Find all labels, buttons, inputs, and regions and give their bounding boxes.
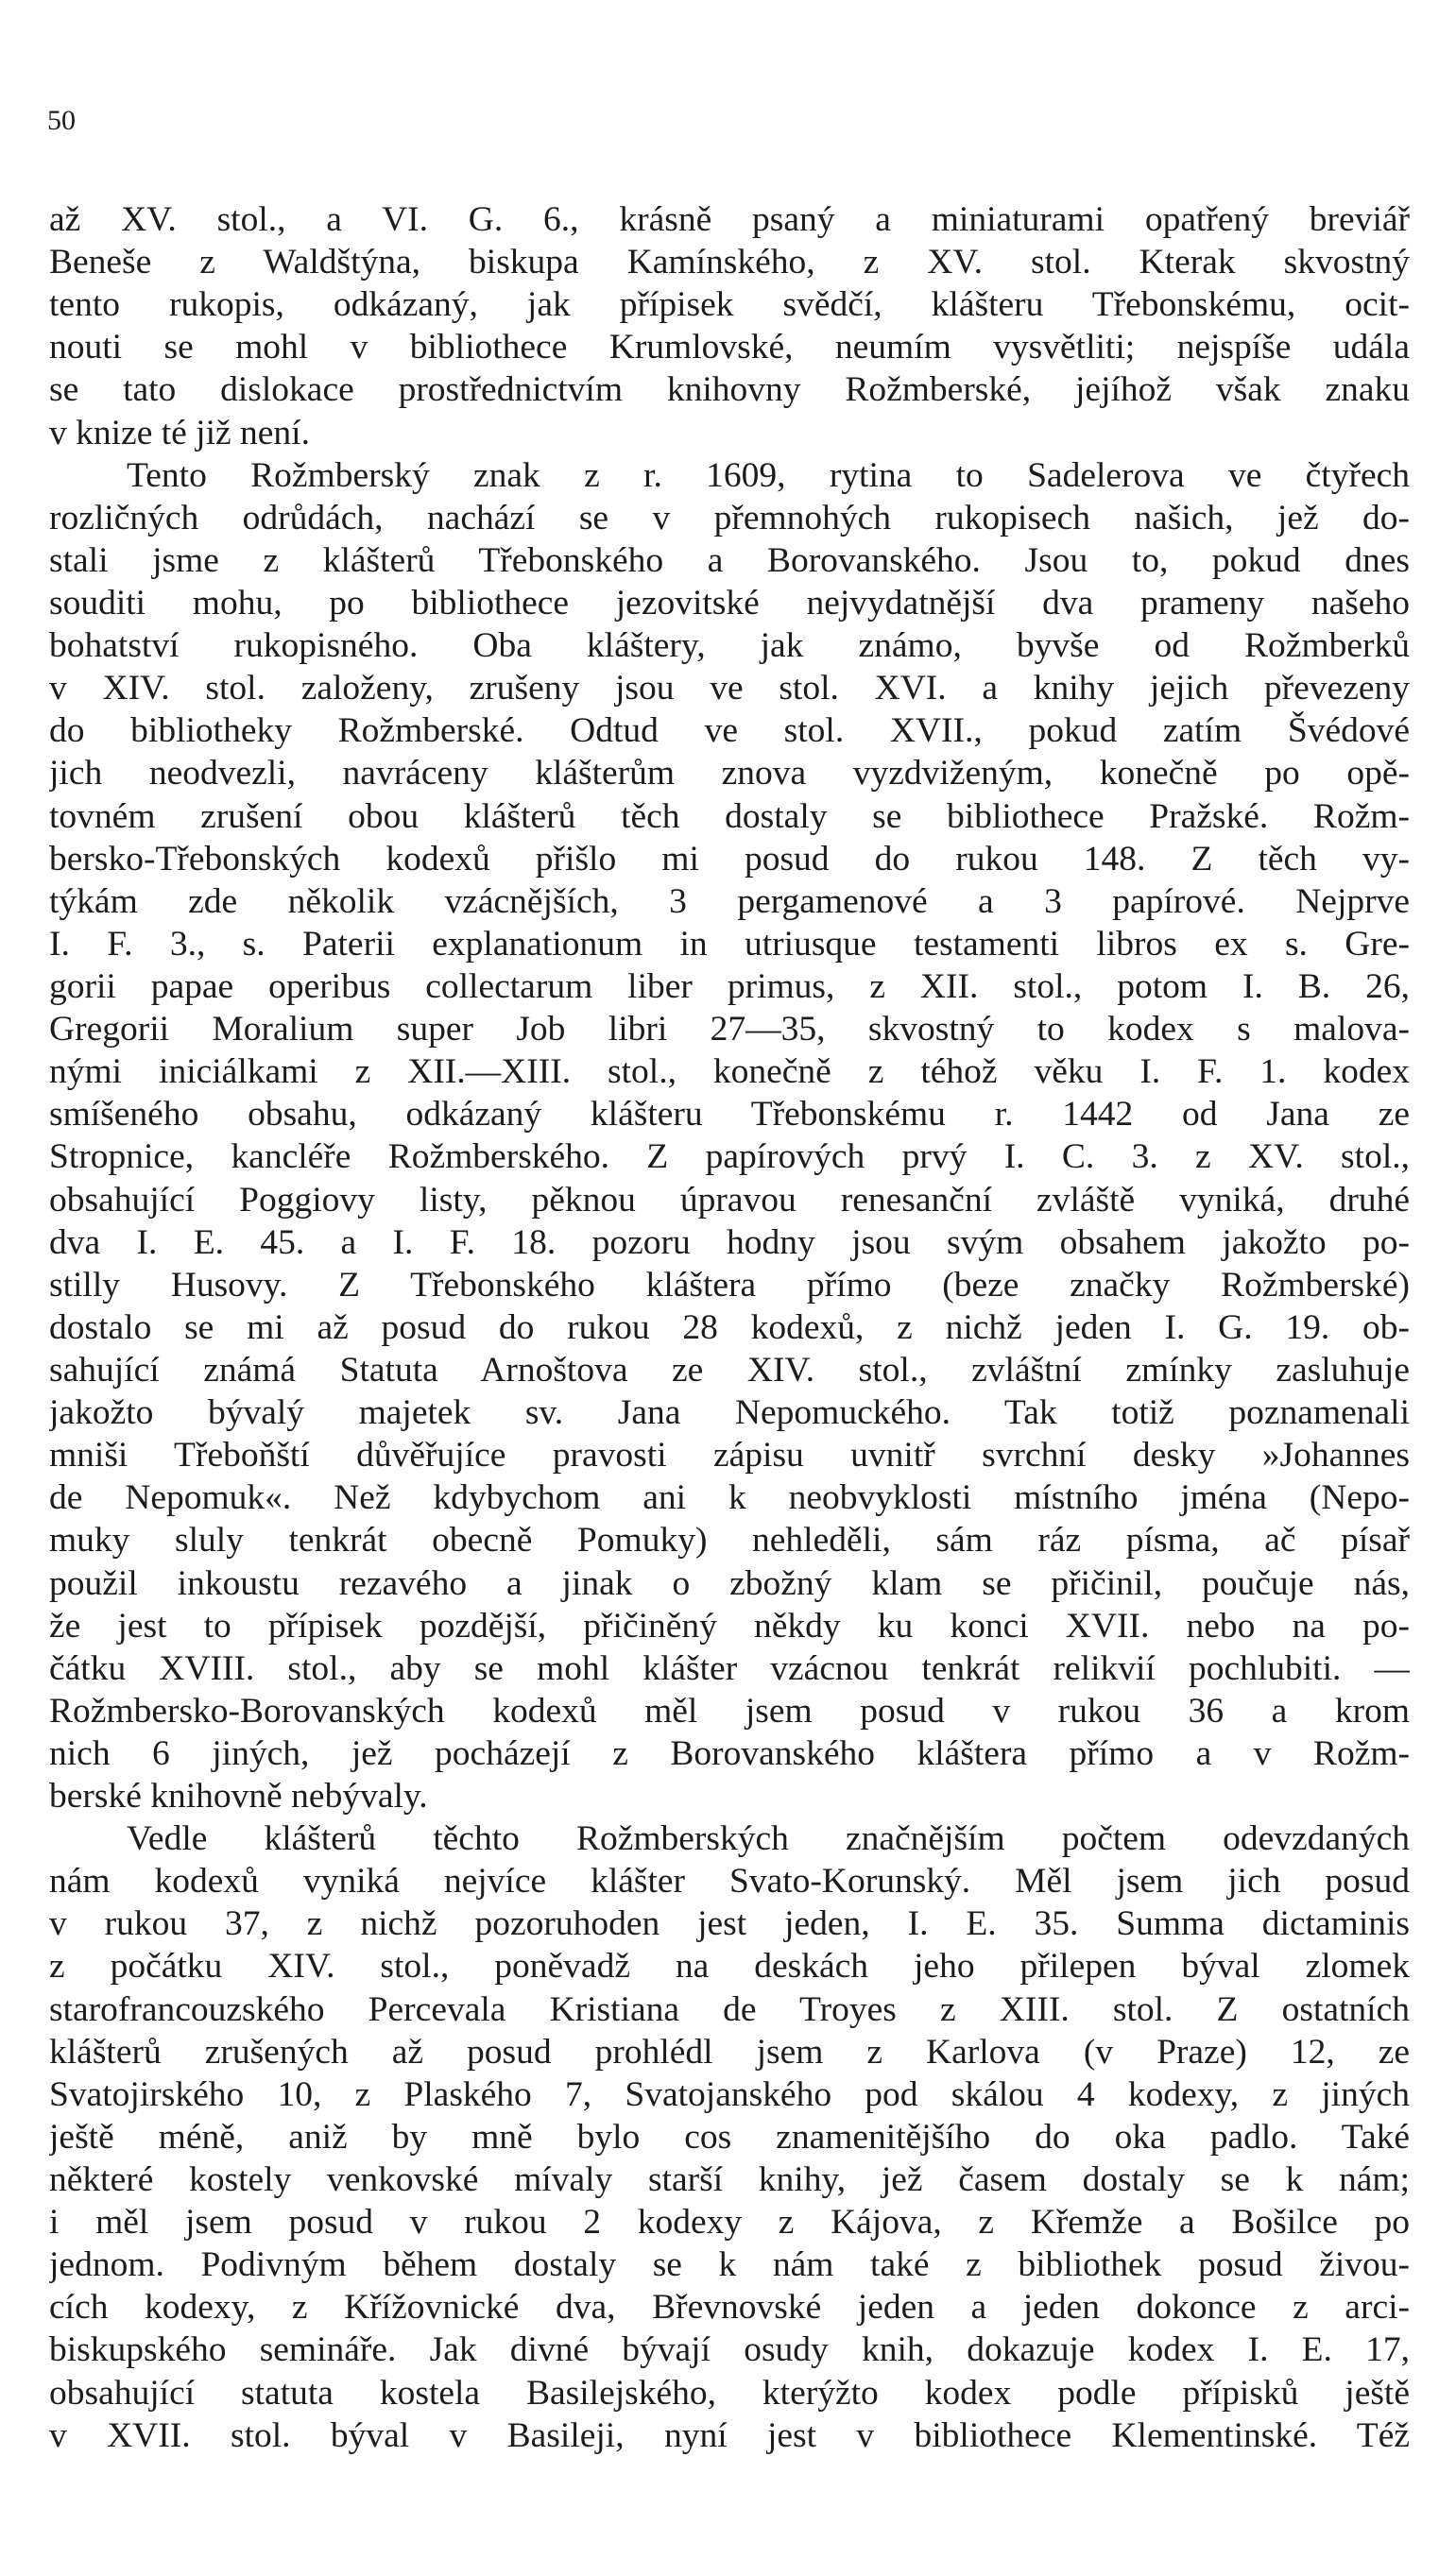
- text-line: nouti se mohl v bibliothece Krumlovské, neumím vysvětliti; nejspíše udála: [49, 328, 1410, 367]
- text-line: Gregorii Moralium super Job libri 27—35, skvostný to kodex s malova-: [49, 1010, 1410, 1049]
- text-line: až XV. stol., a VI. G. 6., krásně psaný a miniaturami opatřený breviář: [49, 200, 1410, 239]
- text-line: z počátku XIV. stol., poněvadž na deskách jeho přilepen býval zlomek: [49, 1947, 1410, 1987]
- text-line: berské knihovně nebývaly.: [49, 1777, 428, 1817]
- text-line: že jest to přípisek pozdější, přičiněný někdy ku konci XVII. nebo na po-: [49, 1606, 1410, 1646]
- text-line: Beneše z Waldštýna, biskupa Kamínského, z XV. stol. Kterak skvostný: [49, 243, 1410, 282]
- text-line: jednom. Podivným během dostaly se k nám také z bibliothek posud živou-: [49, 2245, 1410, 2285]
- page-number: 50: [47, 105, 76, 136]
- text-line: dostalo se mi až posud do rukou 28 kodexů, z nichž jeden I. G. 19. ob-: [49, 1307, 1410, 1347]
- text-line: stali jsme z klášterů Třebonského a Borovanského. Jsou to, pokud dnes: [49, 540, 1410, 580]
- paragraph-2: [49, 454, 1410, 1818]
- text-line: Vedle klášterů těchto Rožmberských značnějším počtem odevzdaných: [127, 1819, 1410, 1859]
- text-line: v XIV. stol. založeny, zrušeny jsou ve stol. XVI. a knihy jejich převezeny: [49, 669, 1410, 708]
- text-line: se tato dislokace prostřednictvím knihovny Rožmberské, jejíhož však znaku: [49, 370, 1410, 410]
- text-line: nými iniciálkami z XII.—XIII. stol., konečně z téhož věku I. F. 1. kodex: [49, 1052, 1410, 1092]
- text-line: ještě méně, aniž by mně bylo cos znamenitějšího do oka padlo. Také: [49, 2117, 1410, 2157]
- text-line: stilly Husovy. Z Třebonského kláštera přímo (beze značky Rožmberské): [49, 1265, 1410, 1305]
- text-line: muky sluly tenkrát obecně Pomuky) nehleděli, sám ráz písma, ač písař: [49, 1521, 1410, 1561]
- text-line: některé kostely venkovské mívaly starší knihy, jež časem dostaly se k nám;: [49, 2160, 1410, 2200]
- text-line: obsahující statuta kostela Basilejského, kterýžto kodex podle přípisků ještě: [49, 2373, 1410, 2413]
- text-line: obsahující Poggiovy listy, pěknou úpravou renesanční zvláště vyniká, druhé: [49, 1180, 1410, 1220]
- text-line: rozličných odrůdách, nachází se v přemnohých rukopisech našich, jež do-: [49, 498, 1410, 537]
- text-line: Stropnice, kancléře Rožmberského. Z papírových prvý I. C. 3. z XV. stol.,: [49, 1137, 1410, 1177]
- text-line: v rukou 37, z nichž pozoruhoden jest jeden, I. E. 35. Summa dictaminis: [49, 1904, 1410, 1944]
- text-line: bersko-Třebonských kodexů přišlo mi posud do rukou 148. Z těch vy-: [49, 839, 1410, 879]
- text-line: bohatství rukopisného. Oba kláštery, jak známo, byvše od Rožmberků: [49, 626, 1410, 666]
- text-line: tovném zrušení obou klášterů těch dostaly se bibliothece Pražské. Rožm-: [49, 796, 1410, 836]
- text-line: tento rukopis, odkázaný, jak přípisek svědčí, klášteru Třebonskému, ocit-: [49, 285, 1410, 325]
- text-line: klášterů zrušených až posud prohlédl jsem z Karlova (v Praze) 12, ze: [49, 2032, 1410, 2072]
- paragraph-3: [49, 1817, 1410, 2457]
- text-line: v XVII. stol. býval v Basileji, nyní jest v bibliothece Klementinské. Též: [49, 2415, 1410, 2455]
- text-line: v knize té již není.: [49, 413, 310, 452]
- text-line: Rožmbersko-Borovanských kodexů měl jsem posud v rukou 36 a krom: [49, 1691, 1410, 1731]
- text-line: cích kodexy, z Křížovnické dva, Břevnovské jeden a jeden dokonce z arci-: [49, 2288, 1410, 2328]
- text-line: I. F. 3., s. Paterii explanationum in utriusque testamenti libros ex s. Gre-: [49, 924, 1410, 964]
- text-line: nich 6 jiných, jež pocházejí z Borovanského kláštera přímo a v Rožm-: [49, 1733, 1410, 1773]
- text-line: mniši Třeboňští důvěřujíce pravosti zápisu uvnitř svrchní desky »Johannes: [49, 1436, 1410, 1476]
- text-line: i měl jsem posud v rukou 2 kodexy z Kájova, z Křemže a Bošilce po: [49, 2203, 1410, 2243]
- text-line: do bibliotheky Rožmberské. Odtud ve stol. XVII., pokud zatím Švédové: [49, 711, 1410, 751]
- text-line: použil inkoustu rezavého a jinak o zbožný klam se přičinil, poučuje nás,: [49, 1563, 1410, 1603]
- paragraph-1: [49, 198, 1410, 454]
- text-line: jakožto bývalý majetek sv. Jana Nepomuckého. Tak totiž poznamenali: [49, 1393, 1410, 1433]
- text-line: týkám zde několik vzácnějších, 3 pergamenové a 3 papírové. Nejprve: [49, 881, 1410, 921]
- text-line: starofrancouzského Percevala Kristiana de Troyes z XIII. stol. Z ostatních: [49, 1989, 1410, 2029]
- text-line: biskupského semináře. Jak divné bývají osudy knih, dokazuje kodex I. E. 17,: [49, 2330, 1410, 2370]
- text-line: dva I. E. 45. a I. F. 18. pozoru hodny jsou svým obsahem jakožto po-: [49, 1222, 1410, 1262]
- text-line: nám kodexů vyniká nejvíce klášter Svato-Korunský. Měl jsem jich posud: [49, 1862, 1410, 1902]
- text-line: smíšeného obsahu, odkázaný klášteru Třebonskému r. 1442 od Jana ze: [49, 1095, 1410, 1134]
- text-line: Tento Rožmberský znak z r. 1609, rytina to Sadelerova ve čtyřech: [127, 455, 1410, 495]
- text-line: Svatojirského 10, z Plaského 7, Svatojanského pod skálou 4 kodexy, z jiných: [49, 2074, 1410, 2114]
- text-line: sahující známá Statuta Arnoštova ze XIV. stol., zvláštní zmínky zasluhuje: [49, 1350, 1410, 1390]
- text-line: de Nepomuk«. Než kdybychom ani k neobvyklosti místního jména (Nepo-: [49, 1478, 1410, 1518]
- text-line: gorii papae operibus collectarum liber primus, z XII. stol., potom I. B. 26,: [49, 966, 1410, 1006]
- text-line: čátku XVIII. stol., aby se mohl klášter vzácnou tenkrát relikvií pochlubiti. —: [49, 1648, 1410, 1688]
- body-text: [49, 198, 1410, 2457]
- text-line: souditi mohu, po bibliothece jezovitské nejvydatnější dva prameny našeho: [49, 583, 1410, 623]
- text-line: jich neodvezli, navráceny klášterům znova vyzdviženým, konečně po opě-: [49, 754, 1410, 793]
